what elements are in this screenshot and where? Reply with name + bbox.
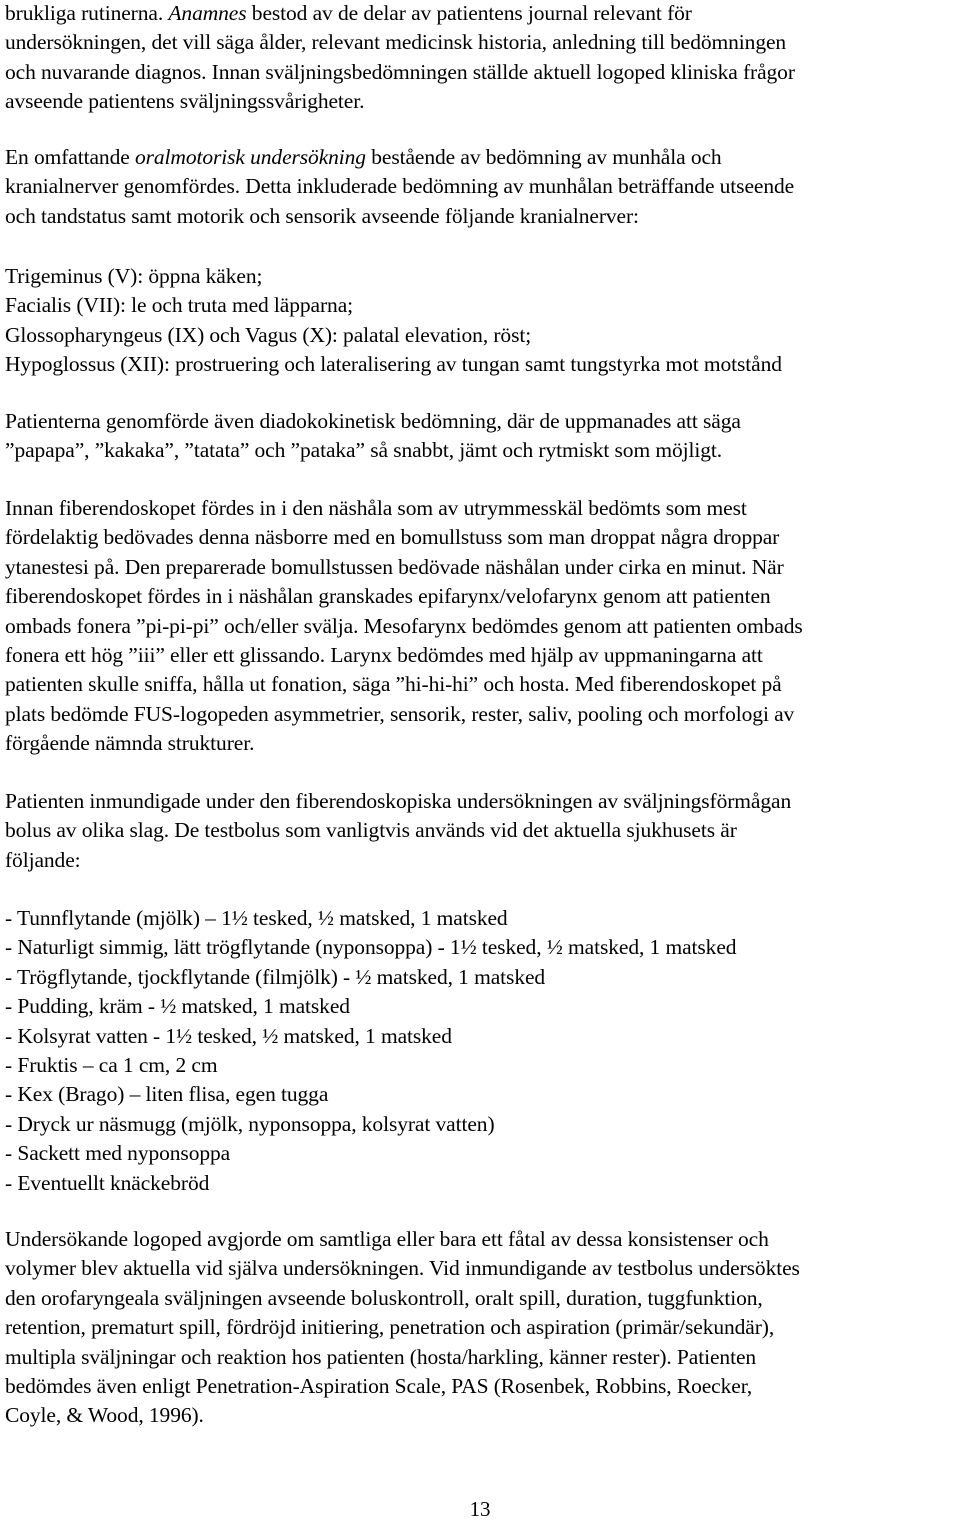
text-line: ytanestesi på. Den preparerade bomullstussen bedövade näshålan under cirka en minut. När (5, 554, 784, 579)
text-line: den orofaryngeala sväljningen avseende boluskontroll, oralt spill, duration, tuggfunktion, (5, 1285, 763, 1310)
list-item: - Trögflytande, tjockflytande (filmjölk) - ½ matsked, 1 matsked (5, 964, 546, 989)
text-line: plats bedömde FUS-logopeden asymmetrier, sensorik, rester, saliv, pooling och morfologi av (5, 701, 795, 726)
text-line: förgående nämnda strukturer. (5, 731, 255, 756)
paragraph-testbolus-intro (5, 787, 957, 875)
list-item: Trigeminus (V): öppna käken; (5, 264, 263, 288)
term-anamnes: Anamnes (168, 1, 247, 25)
text-line: bolus av olika slag. De testbolus som vanligtvis används vid det aktuella sjukhusets är (5, 818, 737, 843)
text-line: bedömdes även enligt Penetration-Aspiration Scale, PAS (Rosenbek, Robbins, Roecker, (5, 1374, 753, 1399)
paragraph-undersokande-logoped (5, 1225, 957, 1431)
list-item: - Sackett med nyponsoppa (5, 1141, 231, 1166)
list-item: - Pudding, kräm - ½ matsked, 1 matsked (5, 994, 350, 1019)
text-line: multipla sväljningar och reaktion hos patienten (hosta/harkling, känner rester). Patienten (5, 1344, 757, 1369)
list-item: Facialis (VII): le och truta med läpparna; (5, 293, 354, 318)
text-line: följande: (5, 847, 81, 872)
text-line: Patienterna genomförde även diadokokinetisk bedömning, där de uppmanades att säga (5, 409, 741, 433)
text-line: ”papapa”, ”kakaka”, ”tatata” och ”pataka” så snabbt, jämt och rytmiskt som möjligt. (5, 438, 723, 463)
list-item: Hypoglossus (XII): prostruering och lateralisering av tungan samt tungstyrka mot motstånd (5, 352, 782, 377)
text-line: Innan fiberendoskopet fördes in i den näshåla som av utrymmesskäl bedömts som mest (5, 496, 747, 520)
list-item: - Eventuellt knäckebröd (5, 1170, 210, 1195)
text-line: avseende patientens sväljningssvårigheter. (5, 89, 365, 114)
paragraph-fiberendoskop (5, 494, 957, 759)
text-line: Undersökande logoped avgjorde om samtliga eller bara ett fåtal av dessa konsistenser och (5, 1227, 769, 1251)
text-line: En omfattande oralmotorisk undersökning bestående av bedömning av munhåla och (5, 145, 722, 169)
text-line: volymer blev aktuella vid själva undersökningen. Vid inmundigande av testbolus undersöktes (5, 1256, 800, 1281)
list-item: - Kolsyrat vatten - 1½ tesked, ½ matsked, 1 matsked (5, 1023, 452, 1048)
paragraph-oralmotorisk (5, 143, 957, 231)
test-bolus-list (5, 904, 957, 1198)
text-line: och tandstatus samt motorik och sensorik avseende följande kranialnerver: (5, 203, 639, 228)
text-line: och nuvarande diagnos. Innan sväljningsbedömningen ställde aktuell logoped kliniska frågor (5, 59, 795, 84)
list-item: - Dryck ur näsmugg (mjölk, nyponsoppa, kolsyrat vatten) (5, 1111, 495, 1136)
text-line: patienten skulle sniffa, hålla ut fonation, säga ”hi-hi-hi” och hosta. Med fiberendoskopet på (5, 672, 782, 697)
list-item: Glossopharyngeus (IX) och Vagus (X): palatal elevation, röst; (5, 322, 532, 347)
text-line: brukliga rutinerna. Anamnes bestod av de delar av patientens journal relevant för (5, 1, 692, 25)
text-line: fiberendoskopet fördes in i näshålan granskades epifarynx/velofarynx genom att patienten (5, 584, 771, 609)
text-line: kranialnerver genomfördes. Detta inkluderade bedömning av munhålan beträffande utseende (5, 174, 795, 199)
page-number: 13 (469, 1497, 491, 1521)
text-line: Patienten inmundigade under den fiberendoskopiska undersökningen av sväljningsförmågan (5, 789, 792, 813)
text-line: fonera ett hög ”iii” eller ett glissando. Larynx bedömdes med hjälp av uppmaningarna att (5, 643, 763, 668)
list-item: - Fruktis – ca 1 cm, 2 cm (5, 1053, 218, 1078)
list-item: - Tunnflytande (mjölk) – 1½ tesked, ½ matsked, 1 matsked (5, 906, 508, 930)
paragraph-diadokokinetisk (5, 407, 957, 466)
list-item: - Naturligt simmig, lätt trögflytande (nyponsoppa) - 1½ tesked, ½ matsked, 1 matsked (5, 935, 737, 960)
text-line: retention, prematurt spill, fördröjd initiering, penetration och aspiration (primär/sekundär), (5, 1315, 775, 1340)
text-line: fördelaktig bedövades denna näsborre med en bomullstuss som man droppat några droppar (5, 525, 780, 550)
list-item: - Kex (Brago) – liten flisa, egen tugga (5, 1082, 329, 1107)
text-line: Coyle, & Wood, 1996). (5, 1403, 204, 1428)
text-line: ombads fonera ”pi-pi-pi” och/eller svälja. Mesofarynx bedömdes genom att patienten ombads (5, 613, 803, 638)
text-line: undersökningen, det vill säga ålder, relevant medicinsk historia, anledning till bedömningen (5, 30, 787, 55)
term-oralmotorisk-undersokning: oralmotorisk undersökning (134, 145, 366, 169)
cranial-nerve-list (5, 262, 957, 380)
paragraph-anamnes (5, 0, 957, 117)
